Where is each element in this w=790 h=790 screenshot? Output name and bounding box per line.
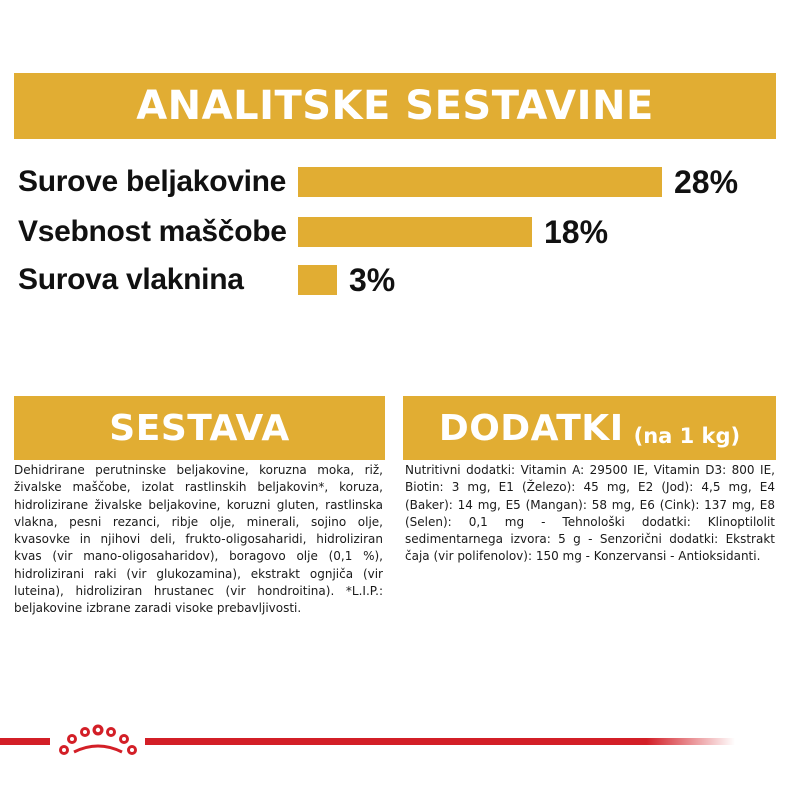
nutrient-value: 3% [349,262,396,298]
additives-banner [403,396,776,460]
footer-line-left [0,738,50,745]
additives-subtitle: (na 1 kg) [633,424,741,448]
nutrient-value: 18% [544,214,609,250]
footer-line-right [145,738,735,745]
composition-banner [14,396,385,460]
nutrient-value: 28% [674,164,739,200]
additives-title: DODATKI [438,407,624,449]
nutrient-bar [298,265,337,295]
nutrient-bar [298,217,532,247]
nutrient-label: Surova vlaknina [18,263,244,296]
analytical-constituents-title: ANALITSKE SESTAVINE [136,83,654,129]
additives-text: Nutritivni dodatki: Vitamin A: 29500 IE, Vitamin D3: 800 IE, Biotin: 3 mg, E1 (Železo): 45 mg, E2 (Jod): 4,5 mg, E4 (Baker): 14 mg, E5 (Mangan): 58 mg, E6 (Cink): 137 mg, E8 (Selen): 0,1 mg - Tehnološki dodatki: Klinoptilolit sedimentarnega izvora: 5 g - Senzorični dodatki: Ekstrakt čaja (vir polifenolov): 150 mg - Konzervansi - Antioksidanti. [405,463,775,564]
nutrient-bar [298,167,662,197]
composition-title: SESTAVA [109,407,290,449]
nutrient-label: Surove beljakovine [18,165,287,198]
nutrient-label: Vsebnost maščobe [18,215,287,248]
analytical-constituents-banner [14,73,776,139]
royal-canin-crown-icon [52,722,144,758]
composition-text: Dehidrirane perutninske beljakovine, koruzna moka, riž, živalske maščobe, izolat rastlinskih beljakovin*, koruza, hidrolizirane živalske beljakovine, koruzni gluten, rastlinska vlakna, pesni rezanci, ribje olje, minerali, sojino olje, kvasovke in njihovi deli, frukto-oligosaharidi, hidroliziran kvas (vir mano-oligosaharidov), boragovo olje (0,1 %), hidrolizirani raki (vir glukozamina), ekstrakt ognjiča (vir luteina), hidroliziran hrustanec (vir hondroitina). *L.I.P.: beljakovine izbrane zaradi visoke prebavljivosti. [14,463,383,616]
